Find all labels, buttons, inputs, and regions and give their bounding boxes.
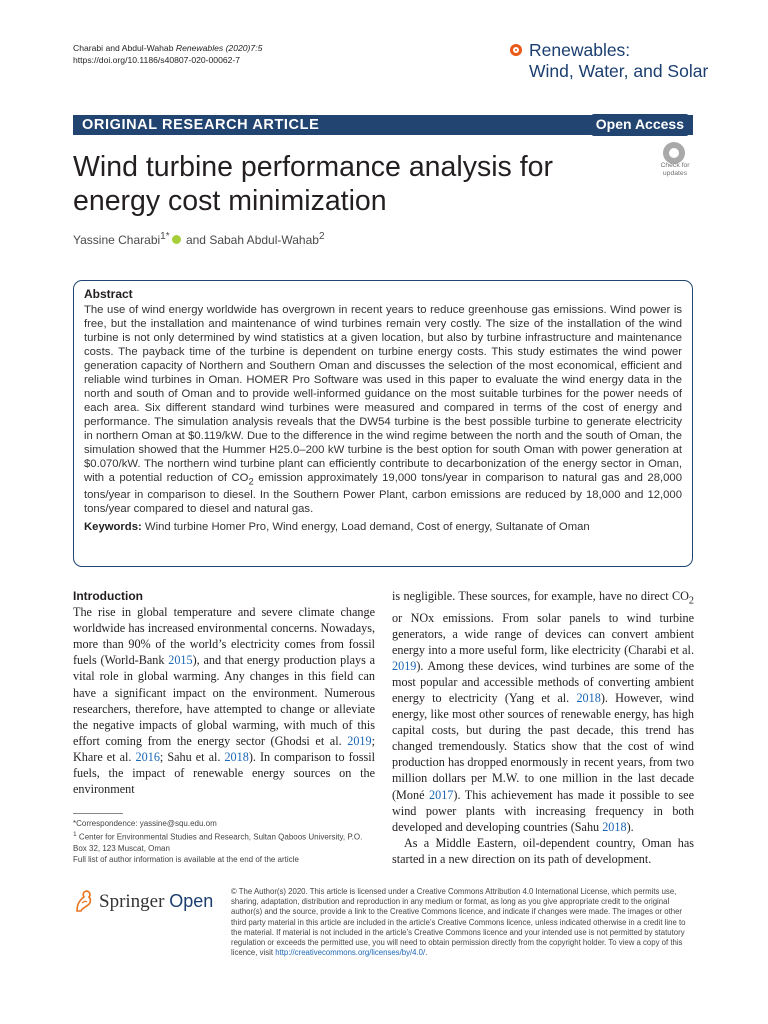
license-end: . [425,948,428,958]
abstract-heading: Abstract [84,287,133,301]
orcid-icon[interactable] [172,235,181,244]
doi-link[interactable]: https://doi.org/10.1186/s40807-020-00062-7 [73,55,241,65]
article-title: Wind turbine performance analysis for energy cost minimization [73,151,553,217]
publisher-open: Open [169,891,214,911]
intro-text: ). [626,819,634,834]
badge-line2: updates [662,169,688,177]
intro-text: is negligible. These sources, for example, have no direct CO [392,589,689,603]
ref-link[interactable]: 2018 [224,749,249,764]
intro-text: ; Sahu et al. [159,749,225,764]
footnote-rule [73,813,123,814]
intro-text: ; Khare et al. [73,733,375,764]
intro-text: ). This achievement has made it possible to see wind power plants with increasing frequency in both developed and developing countries (Sahu [392,787,694,834]
author-1[interactable]: Yassine Charabi [73,233,161,247]
publisher-name: Springer [99,891,165,912]
intro-text: or NOx emissions. From solar panels to wind turbine generators, a wide range of devices can convert ambient energy into a more useful form, like electricity (Charabi et al. [392,610,694,657]
footnotes [73,818,373,865]
author-list [73,231,325,247]
intro-paragraph-1-cont [392,588,694,835]
springer-horse-icon [73,889,93,913]
journal-name-line1: Renewables: [529,40,631,60]
abstract-text-part1: The use of wind energy worldwide has overgrown in recent years to reduce greenhouse gas emissions. Wind power is free, but the installation and maintenance of wind turbines remain very costly. The size of the installation of the wind turbine is not only determined by wind statistics at a given location, but also by turbine infrastructure and maintenance costs. The payback time of the turbine is dependent on turbine energy costs. This study estimates the wind power generation capacity of Northern and Southern Oman and discusses the selection of the most economical, efficient and reliable wind turbines in Oman. HOMER Pro Software was used in this paper to evaluate the wind energy data in the north and south of Oman and to provide well-informed guidance on the most suitable turbines for the power needs of each area. Six different standard wind turbines were measured and compared in terms of the cost of energy and performance. The simulation analysis reveals that the DW54 turbine is the best possible turbine to generate electricity in northern Oman at $0.119/kW. Due to the difference in the wind regime between the north and the south of Oman, the simulation showed that the Hummer H25.0–200 kW turbine is the best option for south Oman with power generation at $0.070/kW. The northern wind turbine plant can efficiently contribute to decarbonization of the energy sector in Oman, with a potential reduction of CO [84,304,682,484]
ref-link[interactable]: 2019 [347,733,372,748]
ref-link[interactable]: 2019 [392,658,417,673]
affiliation [73,829,373,854]
abstract-subscript: 2 [248,475,254,487]
open-access-badge: Open Access [591,114,689,136]
citation-authors: Charabi and Abdul-Wahab [73,43,174,53]
journal-name [529,40,708,82]
license-notice [231,887,693,958]
ref-link[interactable]: 2018 [602,819,627,834]
citation-journal: Renewables (2020)7:5 [175,43,263,53]
journal-logo-icon [510,44,522,56]
correspondence: *Correspondence: yassine@squ.edu.om [73,819,217,828]
license-link[interactable]: http://creativecommons.org/licenses/by/4.0/ [275,948,426,958]
ref-link[interactable]: 2018 [576,691,601,705]
abstract-text [84,303,682,516]
license-text: © The Author(s) 2020. This article is licensed under a Creative Commons Attribution 4.0 International License, which permits use, sharing, adaptation, distribution and reproduction in any medium or format, as long as you give appropriate credit to the original author(s) and the source, provide a link to the Creative Commons licence, and indicate if changes were made. The images or other third party material in this article are included in the article’s Creative Commons licence, unless indicated otherwise in a credit line to the material. If material is not included in the article’s Creative Commons licence and your intended use is not permitted by statutory regulation or exceeds the permitted use, you will need to obtain permission directly from the copyright holder. To view a copy of this licence, visit [231,887,686,958]
abstract-text-part2: emission approximately 19,000 tons/year in comparison to natural gas and 28,000 tons/year in comparison to diesel. In the Southern Power Plant, carbon emissions are reduced by 18,000 and 12,000 tons/year compared to diesel and natural gas. [84,472,682,516]
intro-subscript: 2 [688,595,694,607]
ref-link[interactable]: 2017 [429,787,454,802]
author-info-note: Full list of author information is available at the end of the article [73,854,299,864]
keywords-label: Keywords: [84,521,142,534]
keywords-list: Wind turbine Homer Pro, Wind energy, Load demand, Cost of energy, Sultanate of Oman [144,521,590,534]
intro-paragraph-2: As a Middle Eastern, oil-dependent country, Oman has started in a new direction on its path of development. [392,835,694,866]
ref-link[interactable]: 2015 [168,653,193,668]
affiliation-number: 1 [73,831,77,838]
intro-text: ). In comparison to fossil fuels, the impact of renewable energy sources on the environment [73,749,375,797]
intro-text: ). However, wind energy, like most other sources of renewable energy, has high capital costs, but during the past decade, this trend has changed tremendously. Statics show that the cost of wind production has dropped enormously in recent years, from two million dollars per M.W. to one million in the last decade (Moné [392,691,694,802]
author-2: and Sabah Abdul-Wahab [182,233,319,247]
check-updates-icon [663,142,685,164]
check-for-updates-badge[interactable] [655,142,695,182]
affiliation-text: Center for Environmental Studies and Research, Sultan Qaboos University, P.O. Box 32, 123 Muscat, Oman [73,832,363,853]
intro-text: The rise in global temperature and severe climate change worldwide has increased environmental concerns. Nowadays, more than 90% of the world’s electricity comes from fossil fuels (World-Bank [73,605,375,668]
journal-name-line2: Wind, Water, and Solar [529,61,709,81]
badge-line1: Check for [660,162,690,169]
intro-paragraph-1 [73,604,375,797]
article-type-label: ORIGINAL RESEARCH ARTICLE [82,117,320,133]
intro-text: ), and that energy production plays a vital role in global warming. Any changes in this field can have a significant impact on the environment. Numerous researchers, therefore, have attempted to change or alleviate the negative impacts of global warming, with much of this effort coming from the energy sector (Ghodsi et al. [73,653,375,748]
intro-text: ). Among these devices, wind turbines are some of the most popular and accessible methods of converting ambient energy to electricity (Yang et al. [392,658,694,705]
ref-link[interactable]: 2016 [135,749,160,764]
section-heading-introduction: Introduction [73,589,143,603]
keywords [84,521,682,533]
citation-header [73,42,262,66]
abstract-box [73,280,693,567]
author-2-affiliation: 2 [318,231,325,242]
author-1-affiliation: 1* [160,231,170,242]
article-type-bar [73,115,693,135]
body-column-left [73,588,375,797]
body-column-right [392,588,694,867]
